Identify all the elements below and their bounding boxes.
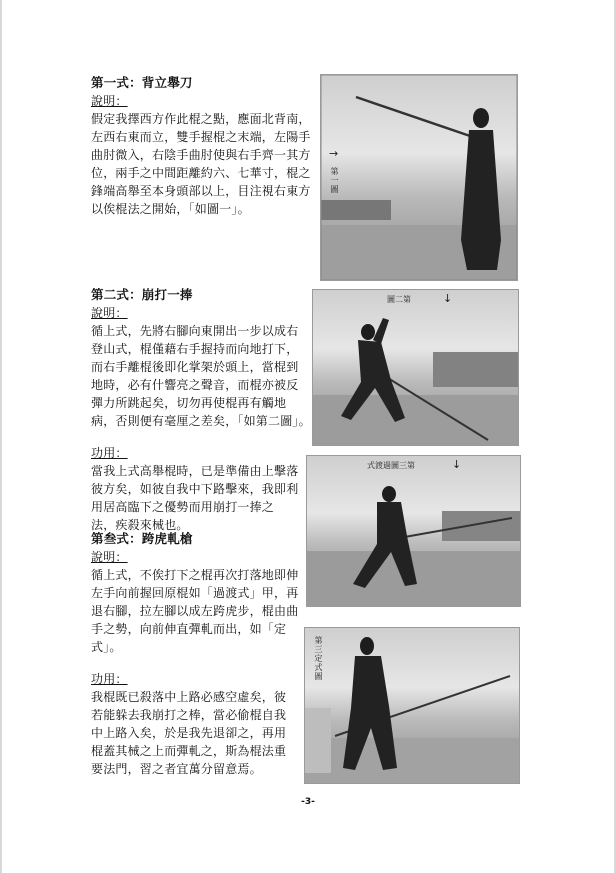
page-number: -3- [301,797,315,807]
figure-1-illustration [321,75,517,280]
figure-1-photo [320,74,518,281]
section-3-body: 循上式，不俟打下之棍再次打落地即伸 左手向前握回原棍如「過渡式」甲，再 退右腳，拉左腳以成左跨虎步，棍由曲 手之勢，向前伸直彈軋而出，如「定 式」。 [91,568,299,654]
figure-4-illustration [305,628,519,783]
section-3-usage-label: 功用： [91,672,128,686]
figure-3-arrow: ↓ [452,458,462,471]
figure-3-photo [306,455,521,607]
section-2 [91,286,313,534]
section-2-title: 第二式：崩打一捧 [91,287,193,302]
figure-4-photo [304,627,520,784]
figure-1-arrow: → [329,147,339,160]
section-3-usage: 我棍既已殺落中上路必感空虛矣，彼 若能躲去我崩打之棒，當必偷棍自我 中上路入矣，於是我先退卻之，再用 棍蓋其械之上而彈軋之，斯為棍法重 要法門，習之者宜萬分留意焉。 [91,690,287,776]
section-1-label: 說明： [91,94,128,108]
section-2-usage: 當我上式高舉棍時，已是準備由上擊落 彼方矣，如彼自我中下路擊來，我即利 用居高臨下之優勢而用崩打一捧之 法，疾殺來械也。 [91,464,299,532]
section-1-body: 假定我擇西方作此棍之點，應面北背南， 左西右東而立，雙手握棍之末端，左陽手 曲肘微入，右陰手曲肘使與右手齊一其方 位，兩手之中間距離約六、七華寸，棍之 鋒端高舉至本身頭部以上，目注視右東方 以俟棍法之開始，「如圖一」。 [91,112,311,216]
section-2-usage-label: 功用： [91,446,128,460]
section-2-label: 說明： [91,306,128,320]
figure-2-arrow: ↓ [443,292,453,305]
section-2-body: 循上式，先將右腳向東開出一步以成右 登山式，棍僅藉右手握持而向地打下， 而右手離棍後即化掌架於頭上，當棍到 地時，必有什響亮之聲音，而棍亦被反 彈力所跳起矣，切勿再使棍再有觸地 病，否則便有毫厘之差矣，「如第二圖」。 [91,324,311,428]
section-3-title: 第叁式：跨虎軋槍 [91,531,193,546]
page-edge-left [0,0,2,873]
section-3 [91,530,301,778]
section-1 [91,74,319,218]
figure-1-caption: 第一圖 [330,167,339,194]
figure-3-illustration [307,456,520,606]
figure-2-caption: 圖二第 [387,295,411,304]
figure-2-illustration [313,290,518,445]
figure-2-photo [312,289,519,446]
section-3-label: 說明： [91,550,128,564]
figure-4-caption: 第三定式圖 [314,636,323,681]
figure-3-caption: 式渡過圖三第 [367,461,415,470]
section-1-title: 第一式：背立舉刀 [91,75,193,90]
